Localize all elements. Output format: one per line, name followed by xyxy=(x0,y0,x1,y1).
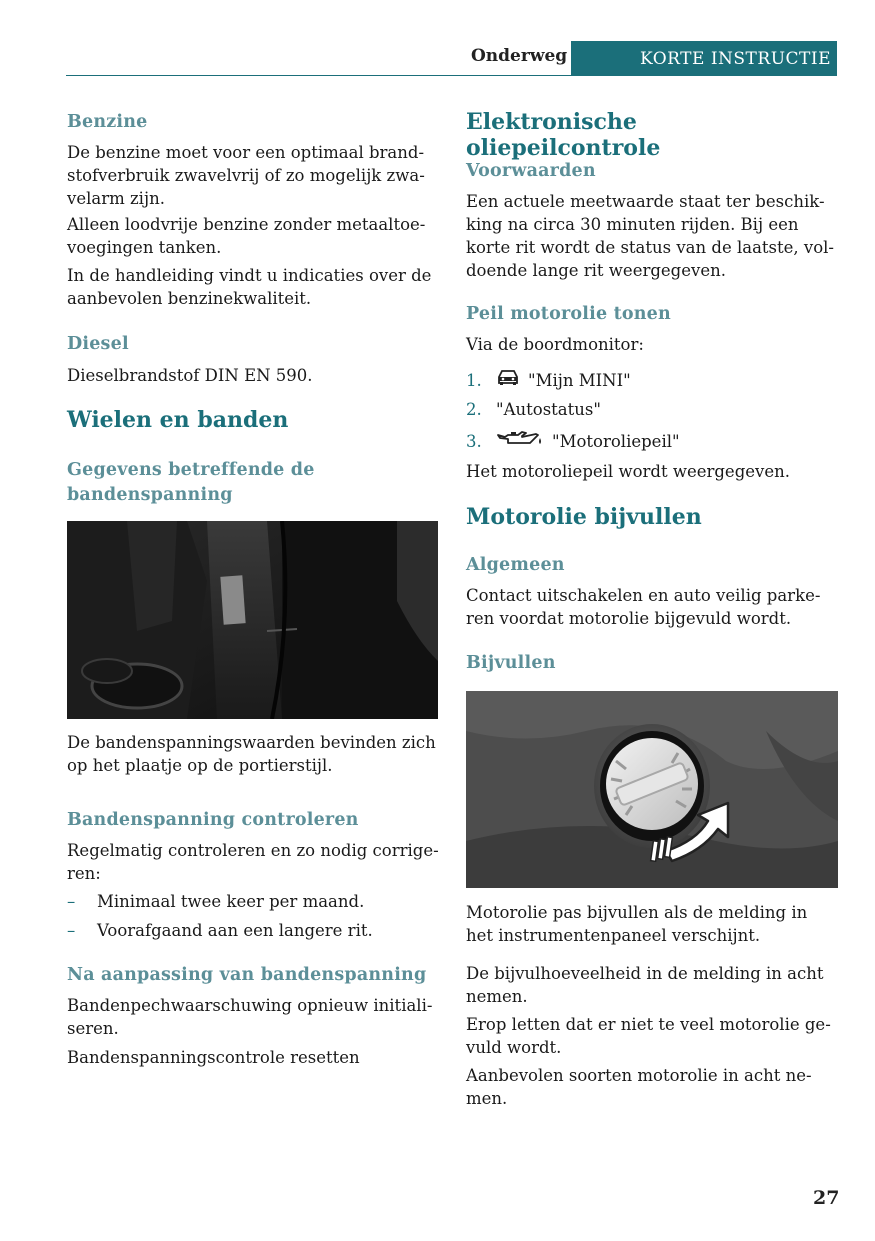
gegevens-heading: Gegevens betreffende de bandenspanning xyxy=(67,460,315,505)
diesel-heading: Diesel xyxy=(67,334,129,354)
photo-caption: De bandenspanningswaarden bevinden zich op het plaatje op de portierstijl. xyxy=(67,733,436,775)
bijvullen-title: Motorolie bijvullen xyxy=(466,504,702,530)
peil-intro: Via de boordmonitor: xyxy=(466,335,644,354)
step-label: "Motoroliepeil" xyxy=(552,431,680,451)
oil-can-icon xyxy=(496,429,544,453)
peil-heading: Peil motorolie tonen xyxy=(466,304,671,324)
chapter-tab-label: KORTE INSTRUCTIE xyxy=(639,48,831,69)
controleren-paragraph: Regelmatig controleren en zo nodig corrige- ren: xyxy=(67,841,439,883)
header-rule xyxy=(66,75,572,76)
step-number: 3. xyxy=(466,431,482,451)
bijvullen-paragraph-3: Erop letten dat er niet te veel motorolie ge- vuld wordt. xyxy=(466,1015,831,1057)
step-item xyxy=(466,368,631,392)
bijvullen-paragraph-1: Motorolie pas bijvullen als de melding in het instrumentenpaneel verschijnt. xyxy=(466,903,808,945)
voorwaarden-paragraph: Een actuele meetwaarde staat ter beschik- king na circa 30 minuten rijden. Bij een korte rit wordt de status van de laatste, vol- doende lange rit weergegeven. xyxy=(466,192,835,280)
na-aanpassing-paragraph-1: Bandenpechwaarschuwing opnieuw initiali- seren. xyxy=(67,996,433,1038)
benzine-heading: Benzine xyxy=(67,112,148,132)
step-label: "Mijn MINI" xyxy=(528,370,631,390)
na-aanpassing-paragraph-2: Bandenspanningscontrole resetten xyxy=(67,1048,360,1067)
car-icon xyxy=(496,368,520,392)
section-title: Onderweg xyxy=(471,46,568,66)
page-number: 27 xyxy=(813,1187,840,1209)
bijvullen-heading: Bijvullen xyxy=(466,653,556,673)
step-number: 1. xyxy=(466,370,482,390)
algemeen-heading: Algemeen xyxy=(466,555,565,575)
list-item xyxy=(67,890,364,913)
peil-result: Het motoroliepeil wordt weergegeven. xyxy=(466,462,790,481)
step-item xyxy=(466,429,680,453)
list-item-text: Voorafgaand aan een langere rit. xyxy=(97,921,373,940)
door-pillar-photo xyxy=(67,521,438,719)
step-number: 2. xyxy=(466,400,482,419)
bijvullen-paragraph-2: De bijvulhoeveelheid in de melding in acht nemen. xyxy=(466,964,824,1006)
step-item xyxy=(466,398,601,421)
oil-cap-photo xyxy=(466,691,838,888)
benzine-paragraph-3: In de handleiding vindt u indicaties over de aanbevolen benzinekwaliteit. xyxy=(67,266,432,308)
algemeen-paragraph: Contact uitschakelen en auto veilig parke- ren voordat motorolie bijgevuld wordt. xyxy=(466,586,821,628)
benzine-paragraph-2: Alleen loodvrije benzine zonder metaaltoe- voegingen tanken. xyxy=(67,215,426,257)
na-aanpassing-heading: Na aanpassing van bandenspanning xyxy=(67,965,427,985)
benzine-paragraph-1: De benzine moet voor een optimaal brand- stofverbruik zwavelvrij of zo mogelijk zwa- velarm zijn. xyxy=(67,143,425,208)
voorwaarden-heading: Voorwaarden xyxy=(466,161,596,181)
list-item-text: Minimaal twee keer per maand. xyxy=(97,892,365,911)
step-label: "Autostatus" xyxy=(496,400,601,419)
chapter-tab xyxy=(571,41,837,76)
diesel-paragraph: Dieselbrandstof DIN EN 590. xyxy=(67,366,313,385)
bijvullen-paragraph-4: Aanbevolen soorten motorolie in acht ne- men. xyxy=(466,1066,812,1108)
wielen-title: Wielen en banden xyxy=(67,407,289,433)
controleren-heading: Bandenspanning controleren xyxy=(67,810,359,830)
dash-bullet: – xyxy=(67,921,76,940)
dash-bullet: – xyxy=(67,892,76,911)
oliepeil-title: Elektronische oliepeilcontrole xyxy=(466,109,661,161)
list-item xyxy=(67,919,373,942)
